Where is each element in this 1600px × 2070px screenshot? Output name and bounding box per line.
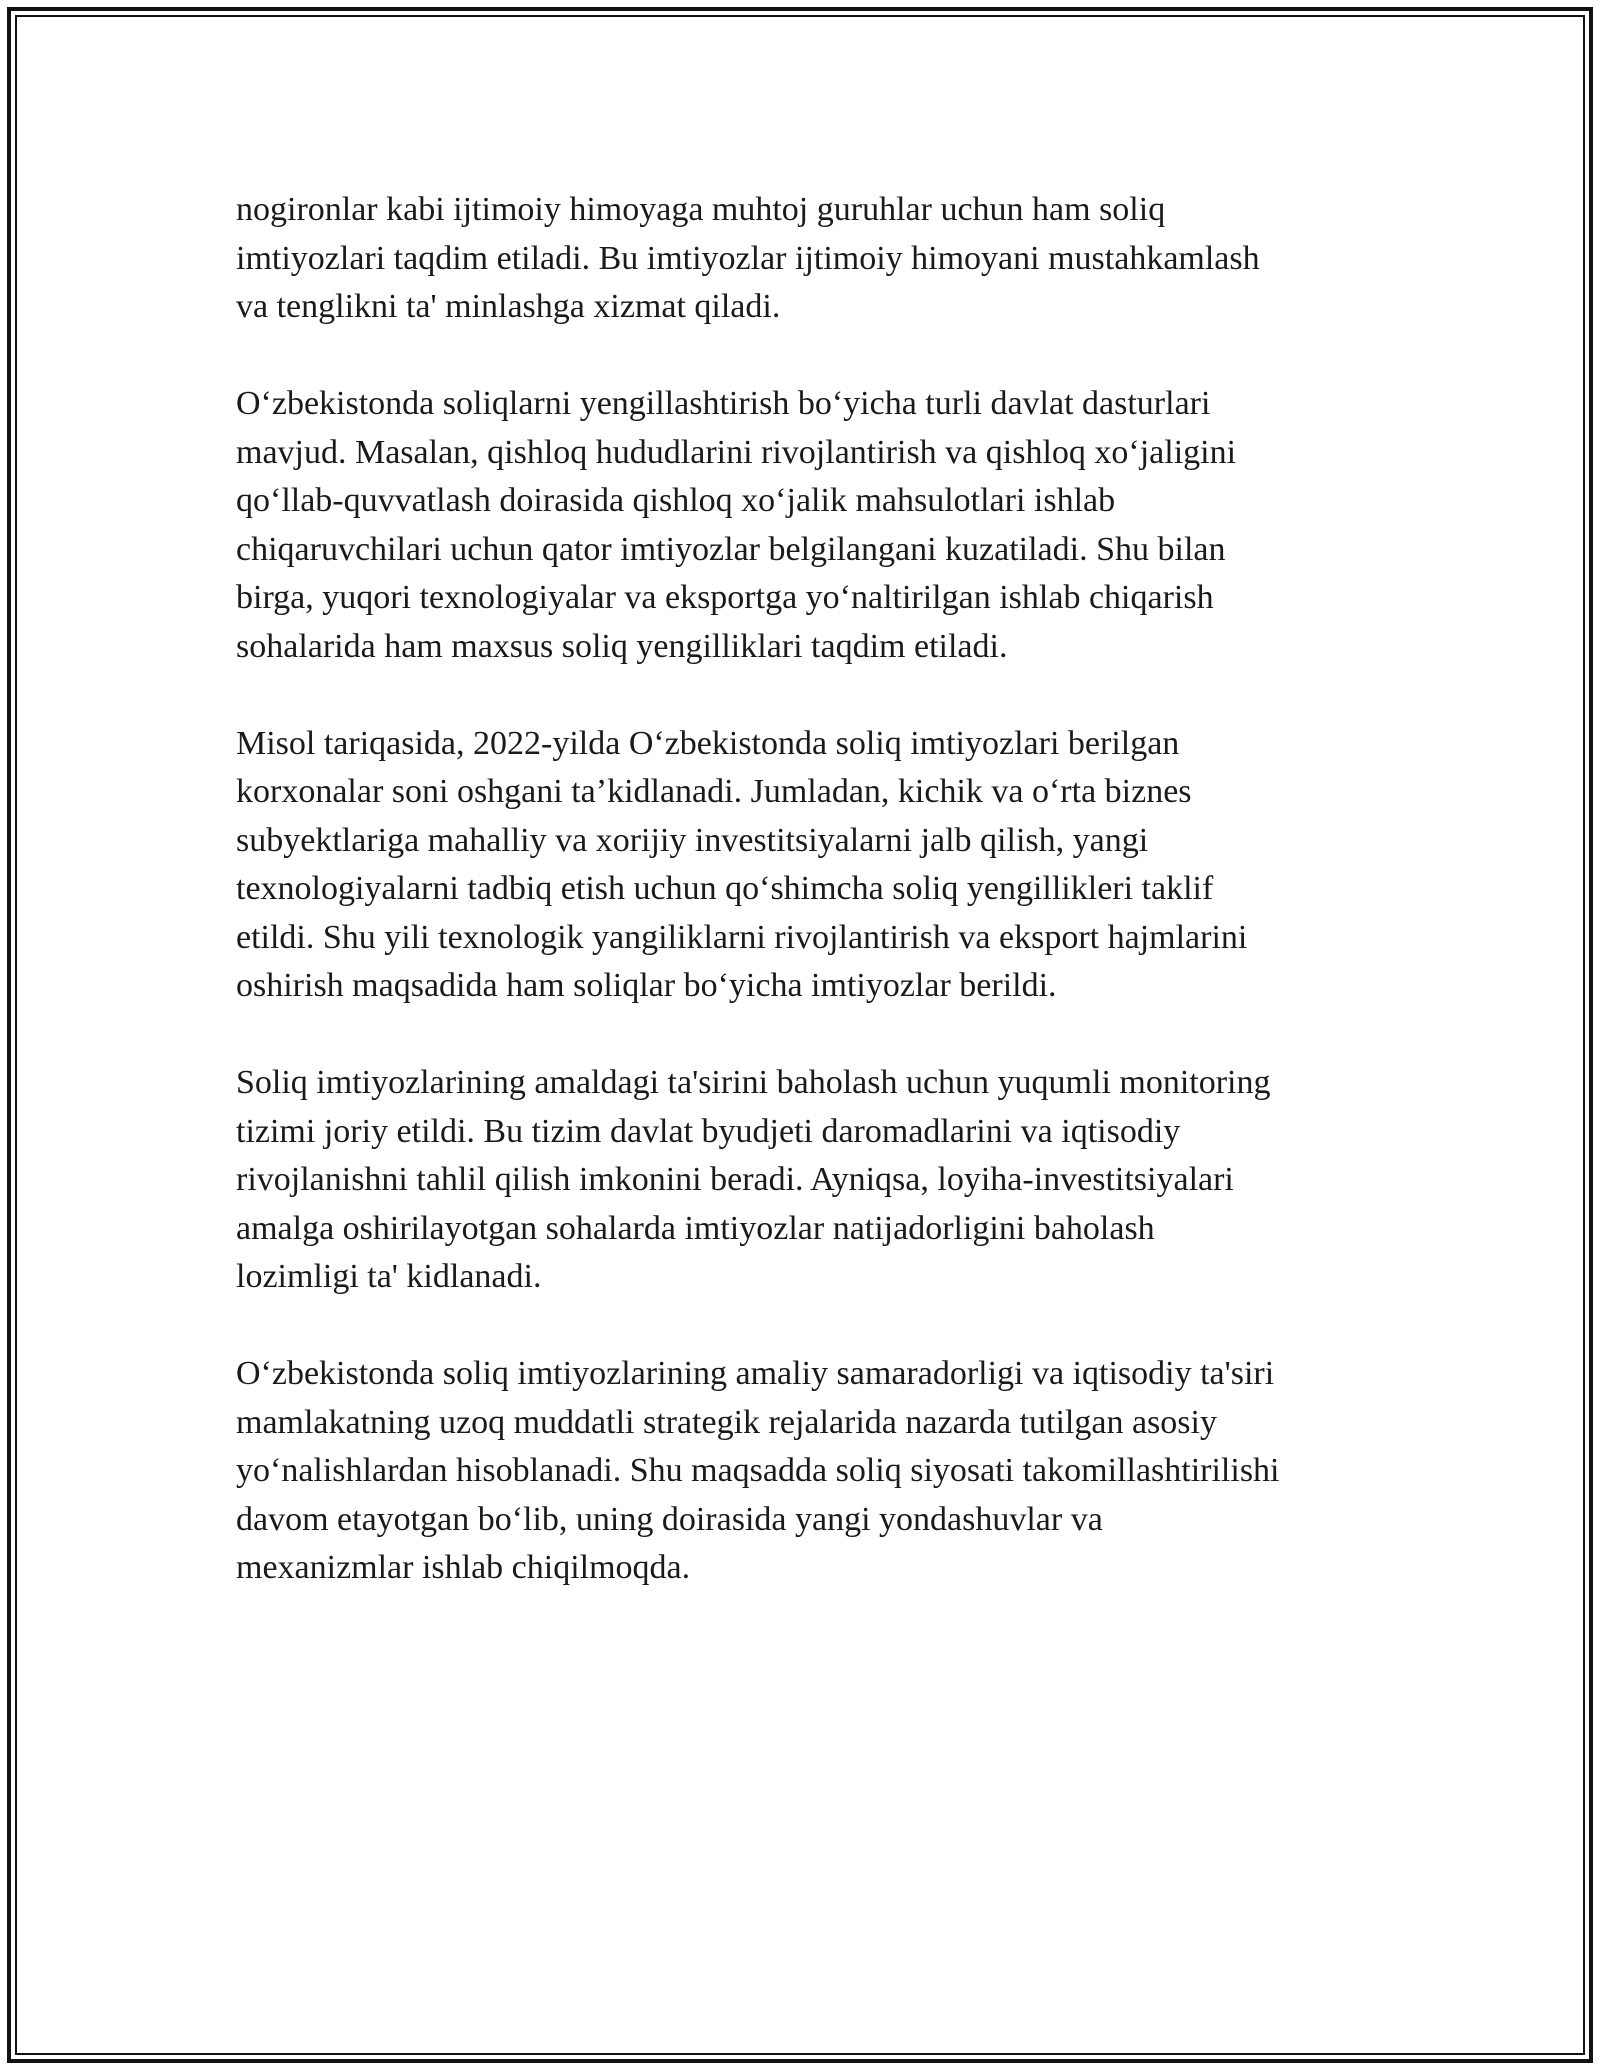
paragraph-1: nogironlar kabi ijtimoiy himoyaga muhtoj guruhlar uchun ham soliq imtiyozlari taqdim etiladi. Bu imtiyozlar ijtimoiy himoyani mustahkamlash va tenglikni ta' minlashga xizmat qiladi.	[236, 191, 1260, 325]
paragraph-3: Misol tariqasida, 2022-yilda O‘zbekistonda soliq imtiyozlari berilgan korxonalar soni oshgani ta’kidlanadi. Jumladan, kichik va o‘rta biznes subyektlariga mahalliy va xorijiy investitsiyalarni jalb qilish, yangi texnologiyalarni tadbiq etish uchun qo‘shimcha soliq yengillikleri taklif etildi. Shu yili texnologik yangiliklarni rivojlantirish va eksport hajmlarini oshirish maqsadida ham soliqlar bo‘yicha imtiyozlar berildi.	[236, 724, 1248, 1004]
paragraph-4: Soliq imtiyozlarining amaldagi ta'sirini baholash uchun yuqumli monitoring tizimi joriy etildi. Bu tizim davlat byudjeti daromadlarini va iqtisodiy rivojlanishni tahlil qilish imkonini beradi. Ayniqsa, loyiha-investitsiyalari amalga oshirilayotgan sohalarda imtiyozlar natijadorligini baholash lozimligi ta' kidlanadi.	[236, 1064, 1271, 1295]
paragraph-2: O‘zbekistonda soliqlarni yengillashtirish bo‘yicha turli davlat dasturlari mavjud. Masalan, qishloq hududlarini rivojlantirish va qishloq xo‘jaligini qo‘llab-quvvatlash doirasida qishloq xo‘jalik mahsulotlari ishlab chiqaruvchilari uchun qator imtiyozlar belgilangani kuzatiladi. Shu bilan birga, yuqori texnologiyalar va eksportga yo‘naltirilgan ishlab chiqarish sohalarida ham maxsus soliq yengilliklari taqdim etiladi.	[236, 385, 1237, 665]
paragraph-5: O‘zbekistonda soliq imtiyozlarining amaliy samaradorligi va iqtisodiy ta'siri mamlakatning uzoq muddatli strategik rejalarida nazarda tutilgan asosiy yo‘nalishlardan hisoblanadi. Shu maqsadda soliq siyosati takomillashtirilishi davom etayotgan bo‘lib, uning doirasida yangi yondashuvlar va mexanizmlar ishlab chiqilmoqda.	[236, 1355, 1280, 1586]
document-body	[236, 186, 1376, 1641]
